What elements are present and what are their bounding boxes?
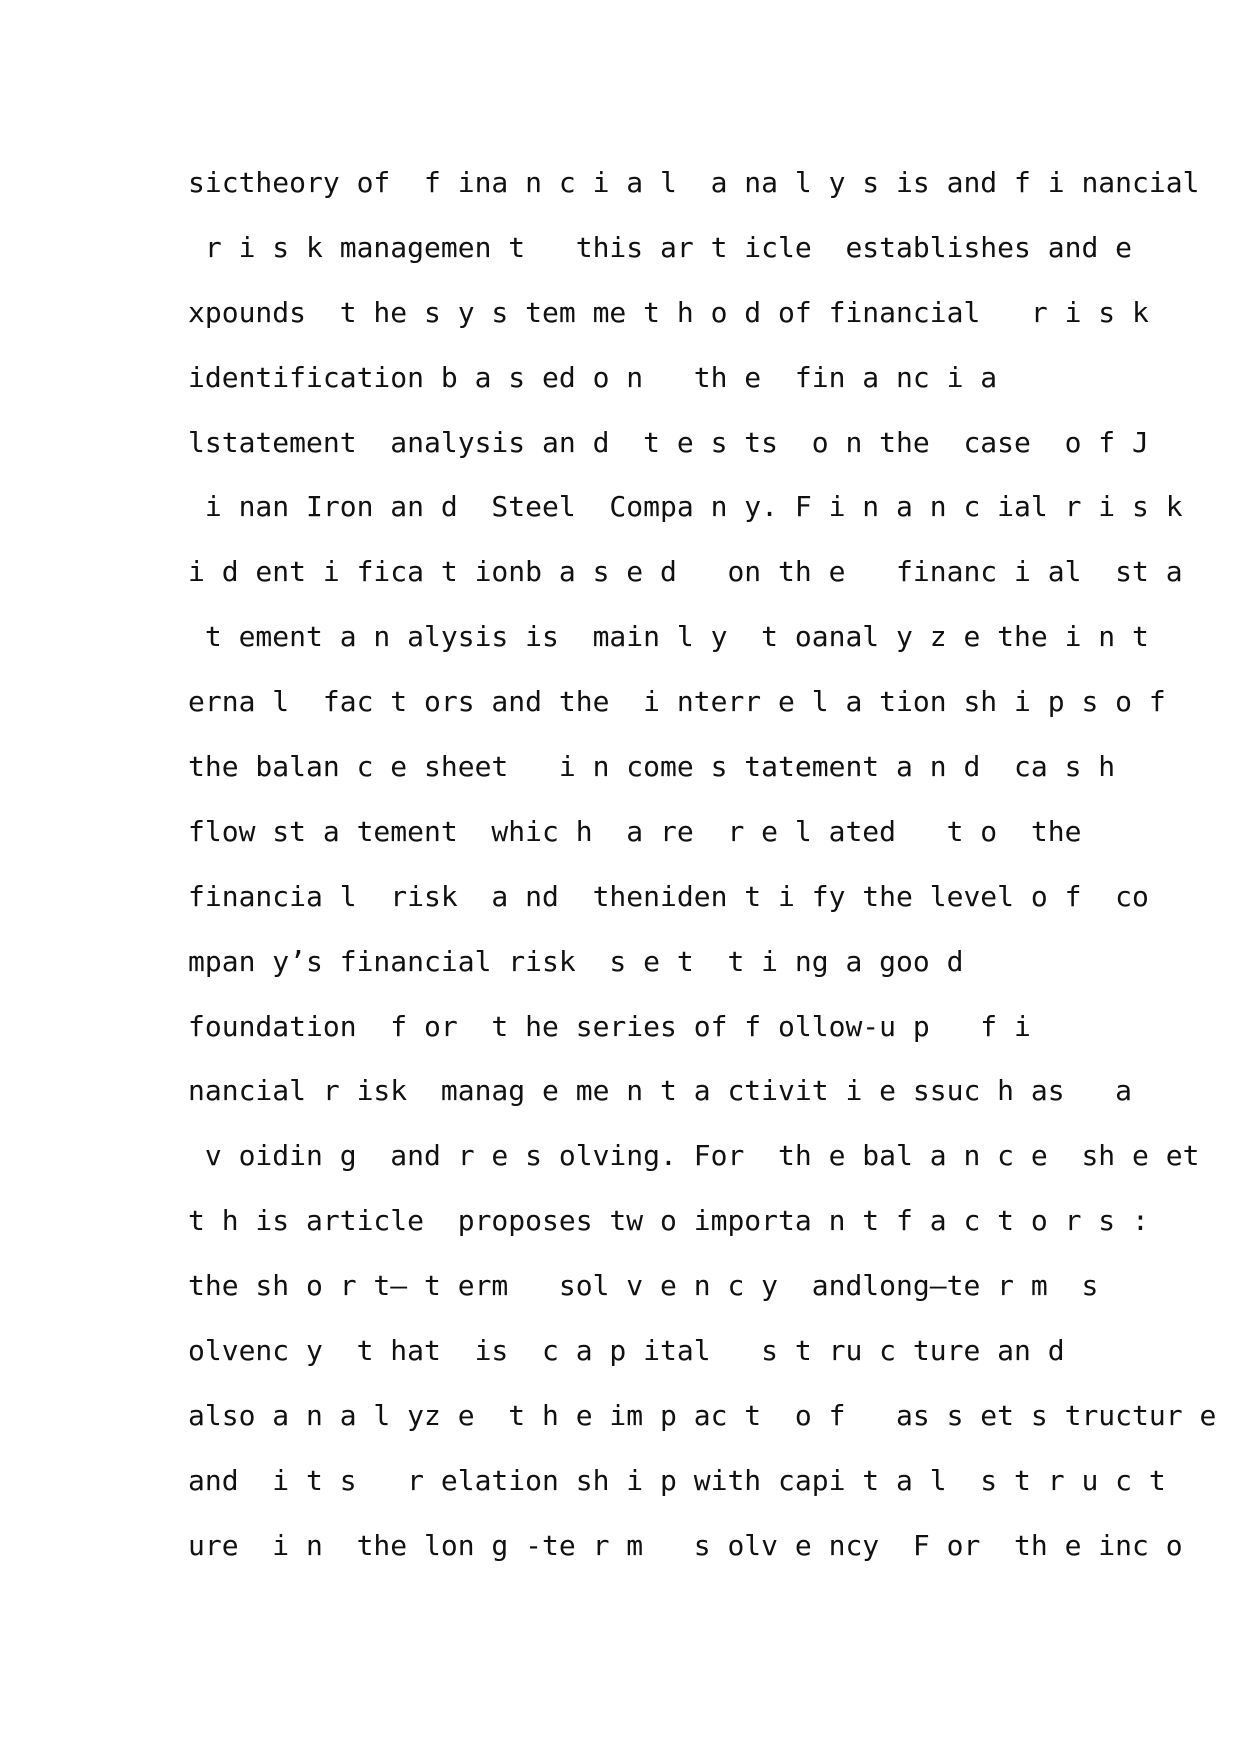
text-line: and i t s r elation sh i p with capi t a l s t r u c t bbox=[188, 1463, 1166, 1497]
text-line: v oidin g and r e s olving. For th e bal a n c e sh e et bbox=[188, 1139, 1200, 1173]
text-line: financia l risk a nd theniden t i fy the level o f co bbox=[188, 879, 1149, 913]
text-line: the sh o r t— t erm sol v e n c y andlong—te r m s bbox=[188, 1269, 1099, 1303]
text-line: erna l fac t ors and the i nterr e l a tion sh i p s o f bbox=[188, 685, 1166, 719]
text-line: nancial r isk manag e me n t a ctivit i e ssuc h as a bbox=[188, 1074, 1133, 1108]
body-text bbox=[188, 158, 1217, 1586]
text-line: olvenc y t hat is c a p ital s t ru c ture an d bbox=[188, 1334, 1065, 1368]
text-line: sictheory of f ina n c i a l a na l y s is and f i nancial bbox=[188, 166, 1200, 199]
text-line: also a n a l yz e t h e im p ac t o f as s et s tructur e bbox=[188, 1398, 1217, 1432]
text-line: the balan c e sheet i n come s tatement a n d ca s h bbox=[188, 750, 1116, 784]
text-line: i nan Iron an d Steel Compa n y. F i n a n c ial r i s k bbox=[188, 490, 1183, 524]
text-line: mpan y’s financial risk s e t t i ng a goo d bbox=[188, 944, 964, 978]
text-line: xpounds t he s y s tem me t h o d of financial r i s k bbox=[188, 295, 1149, 329]
text-line: i d ent i fica t ionb a s e d on th e financ i al st a bbox=[188, 555, 1183, 589]
text-line: lstatement analysis an d t e s ts o n the case o f J bbox=[188, 425, 1149, 459]
text-line: identification b a s ed o n th e fin a nc i a bbox=[188, 360, 998, 394]
text-line: r i s k managemen t this ar t icle establishes and e bbox=[188, 230, 1133, 264]
text-line: flow st a tement whic h a re r e l ated t o the bbox=[188, 814, 1082, 848]
text-line: ure i n the lon g -te r m s olv e ncy F or th e inc o bbox=[188, 1528, 1183, 1562]
text-line: t h is article proposes tw o importa n t f a c t o r s : bbox=[188, 1204, 1149, 1238]
text-line: foundation f or t he series of f ollow-u p f i bbox=[188, 1009, 1031, 1043]
text-line: t ement a n alysis is main l y t oanal y z e the i n t bbox=[188, 620, 1149, 654]
